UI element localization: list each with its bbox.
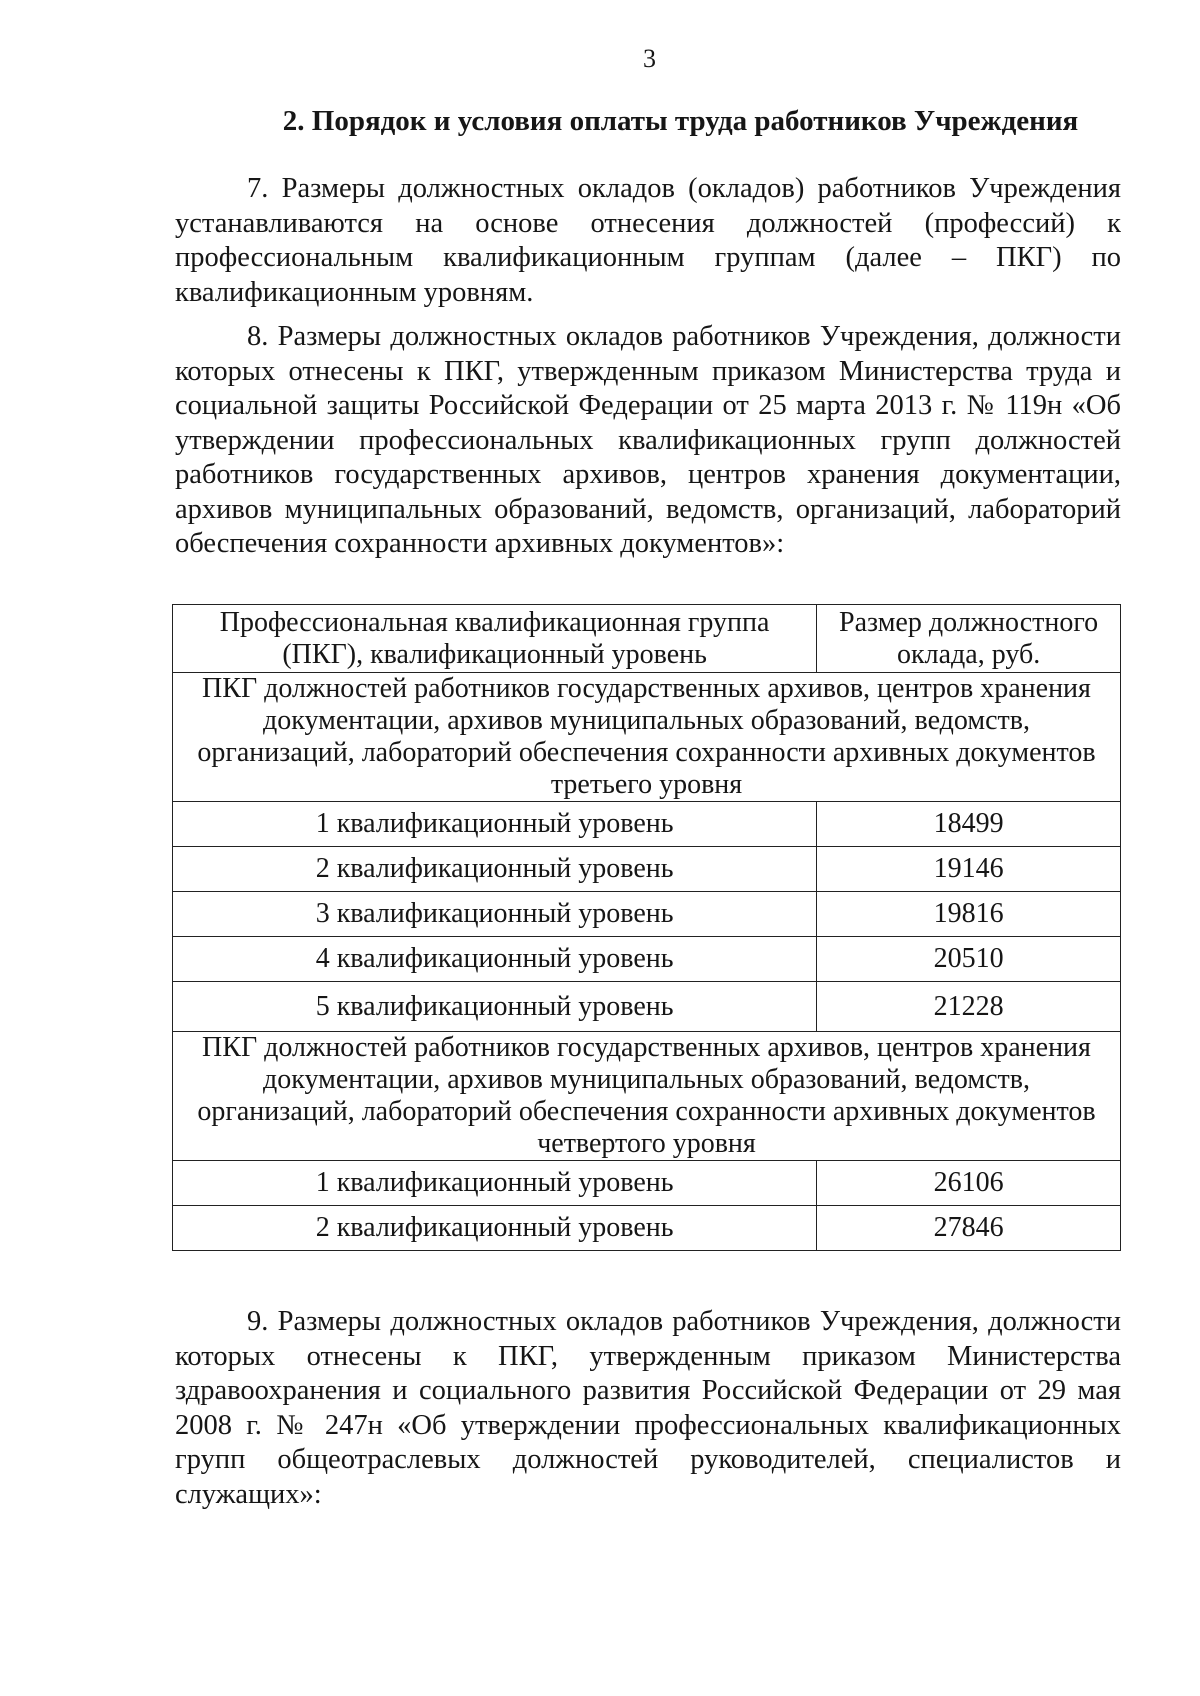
salary-cell: 19816 <box>817 892 1121 937</box>
header-group: Профессиональная квалификационная группа (ПКГ), квалификационный уровень <box>173 605 817 673</box>
level-cell: 5 квалификационный уровень <box>173 982 817 1032</box>
table-row <box>173 892 1121 937</box>
salary-cell: 19146 <box>817 847 1121 892</box>
paragraph-7: 7. Размеры должностных окладов (окладов) работников Учреждения устанавливаются на основе отнесения должностей (профессий) к профессиональным квалификационным группам (далее – ПКГ) по квалификационным уровням. <box>175 173 1121 308</box>
level-cell: 1 квалификационный уровень <box>173 1161 817 1206</box>
group-title-row <box>173 1032 1121 1161</box>
header-salary: Размер должностного оклада, руб. <box>817 605 1121 673</box>
section-title: 2. Порядок и условия оплаты труда работников Учреждения <box>282 105 1079 137</box>
paragraph-8: 8. Размеры должностных окладов работников Учреждения, должности которых отнесены к ПКГ, утвержденным приказом Министерства труда и социальной защиты Российской Федерации от 25 марта 2013 г. № 119н «Об утверждении профессиональных квалификационных групп должностей работников государственных архивов, центров хранения документации, архивов муниципальных образований, ведомств, организаций, лабораторий обеспечения сохранности архивных документов»: <box>175 321 1121 559</box>
table-header-row <box>173 605 1121 673</box>
table-row <box>173 1161 1121 1206</box>
table-row <box>173 1206 1121 1251</box>
page-number: 3 <box>643 44 656 73</box>
salary-cell: 27846 <box>817 1206 1121 1251</box>
level-cell: 1 квалификационный уровень <box>173 802 817 847</box>
salary-cell: 26106 <box>817 1161 1121 1206</box>
level-cell: 3 квалификационный уровень <box>173 892 817 937</box>
table-row <box>173 937 1121 982</box>
salary-table <box>172 604 1121 1251</box>
group-title-row <box>173 673 1121 802</box>
salary-cell: 21228 <box>817 982 1121 1032</box>
table-row <box>173 802 1121 847</box>
table-row <box>173 847 1121 892</box>
paragraph-9: 9. Размеры должностных окладов работников Учреждения, должности которых отнесены к ПКГ, утвержденным приказом Министерства здравоохранения и социального развития Российской Федерации от 29 мая 2008 г. № 247н «Об утверждении профессиональных квалификационных групп общеотраслевых должностей руководителей, специалистов и служащих»: <box>175 1306 1121 1510</box>
salary-cell: 20510 <box>817 937 1121 982</box>
table-row <box>173 982 1121 1032</box>
salary-cell: 18499 <box>817 802 1121 847</box>
level-cell: 4 квалификационный уровень <box>173 937 817 982</box>
level-cell: 2 квалификационный уровень <box>173 847 817 892</box>
group-title: ПКГ должностей работников государственных архивов, центров хранения документации, архивов муниципальных образований, ведомств, организаций, лабораторий обеспечения сохранности архивных документов третьего уровня <box>173 673 1121 802</box>
level-cell: 2 квалификационный уровень <box>173 1206 817 1251</box>
group-title: ПКГ должностей работников государственных архивов, центров хранения документации, архивов муниципальных образований, ведомств, организаций, лабораторий обеспечения сохранности архивных документов четвертого уровня <box>173 1032 1121 1161</box>
